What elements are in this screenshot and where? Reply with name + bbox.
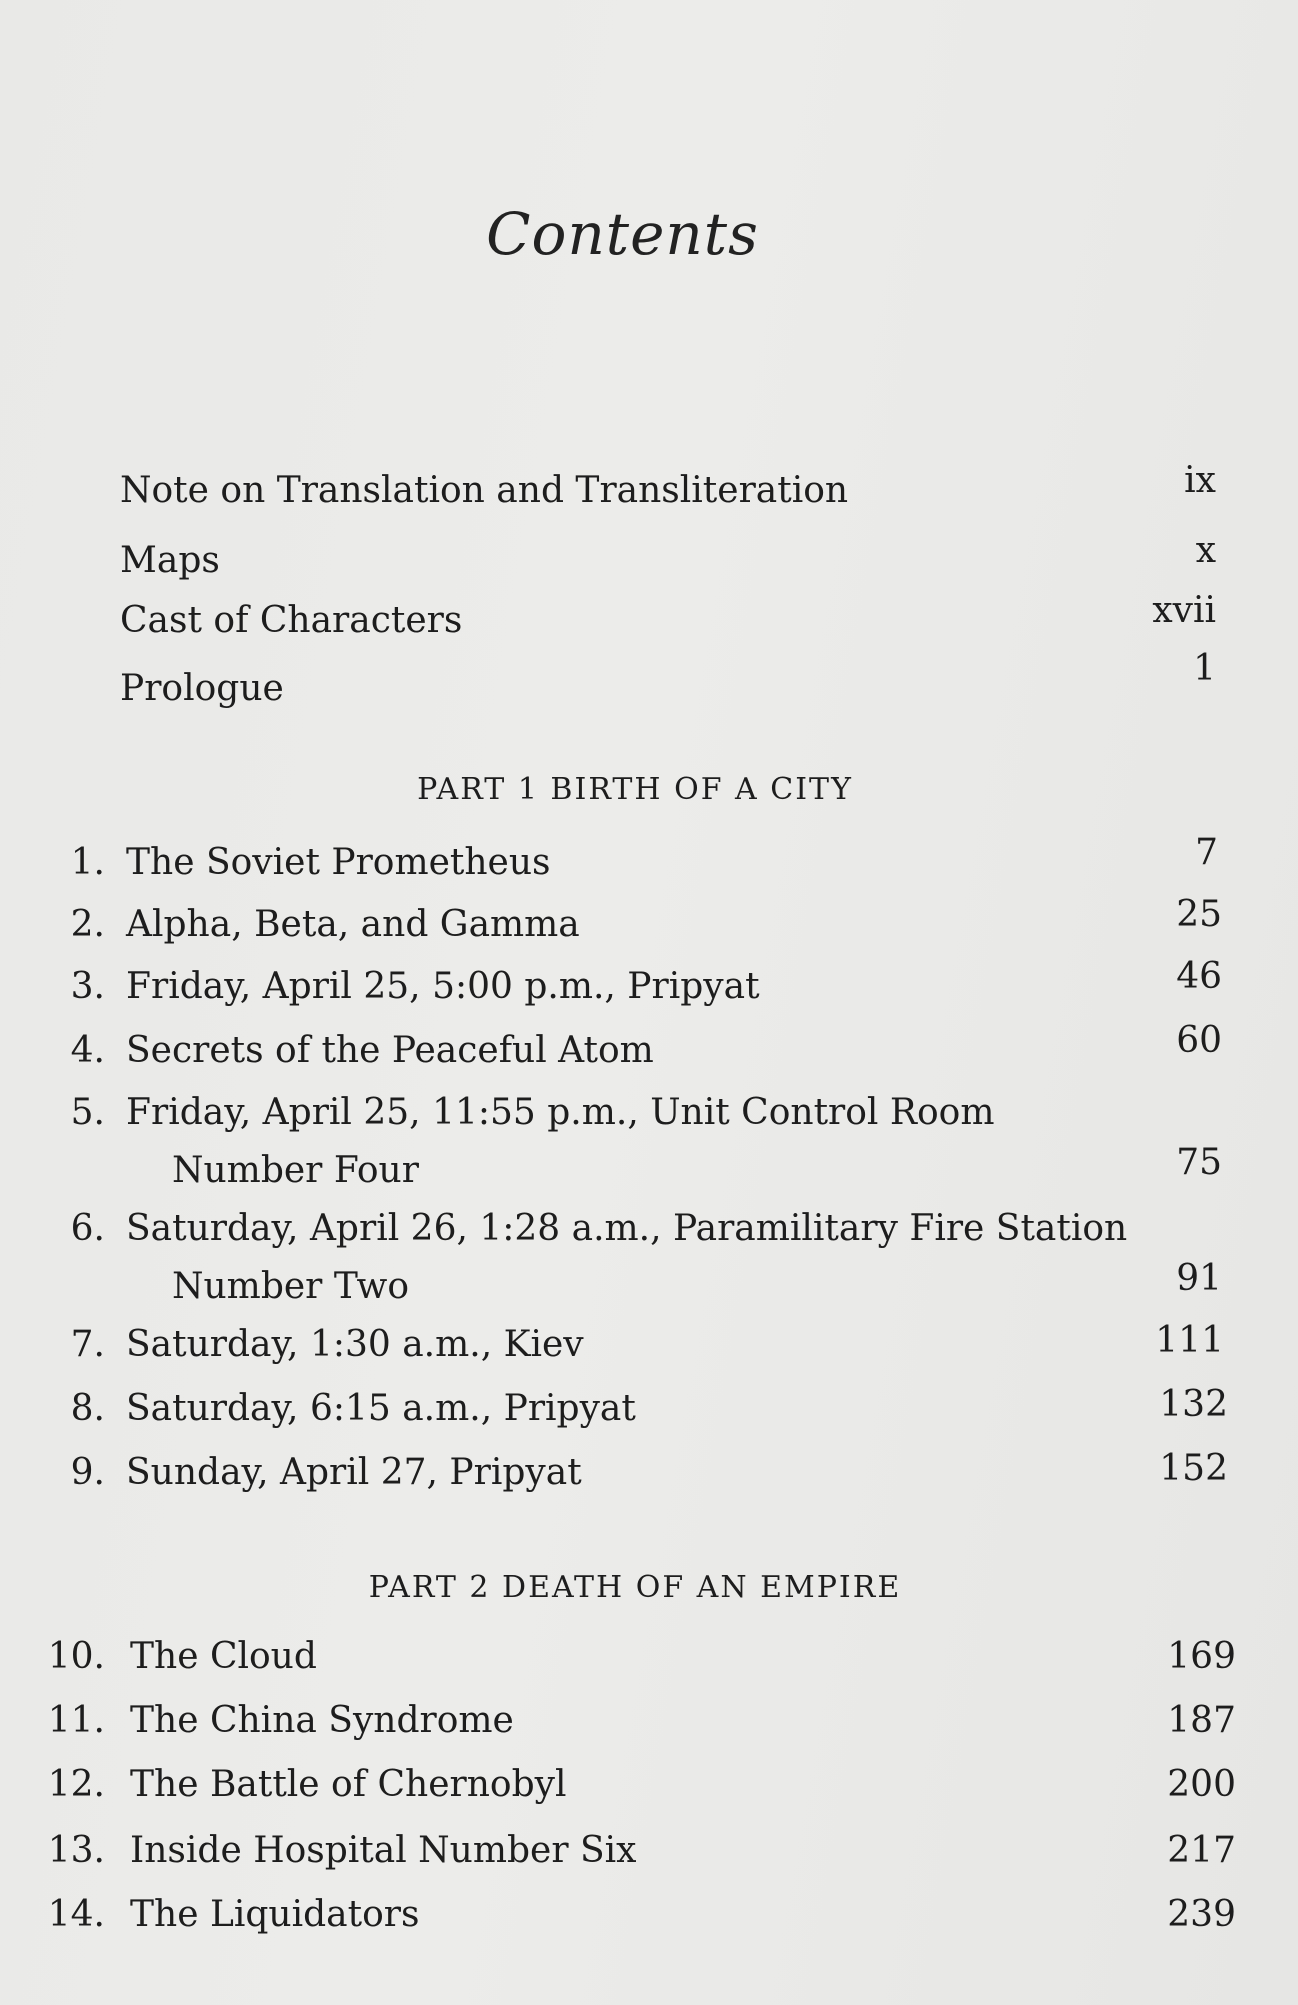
toc-entry: [0, 648, 1298, 714]
chapter-number: 9.: [70, 1452, 105, 1493]
chapter-title: The Soviet Prometheus: [126, 842, 551, 883]
toc-entry-page: 111: [1155, 1320, 1224, 1361]
toc-entry-page: 217: [1167, 1830, 1236, 1871]
toc-entry-page: 239: [1167, 1894, 1236, 1935]
toc-entry: [0, 1632, 1298, 1682]
toc-entry: [0, 1448, 1298, 1498]
toc-entry: [0, 1384, 1298, 1434]
toc-entry: [0, 1696, 1298, 1746]
toc-entry-page: 169: [1167, 1636, 1236, 1677]
chapter-number: 5.: [70, 1092, 105, 1133]
toc-entry-page: 60: [1176, 1020, 1222, 1061]
chapter-title: Inside Hospital Number Six: [130, 1830, 637, 1871]
toc-entry: [0, 1204, 1298, 1314]
chapter-number: 7.: [70, 1324, 105, 1365]
toc-entry-title: Note on Translation and Transliteration: [120, 470, 849, 511]
page-title: Contents: [486, 200, 759, 268]
toc-entry: [0, 1088, 1298, 1198]
chapter-number: 14.: [47, 1894, 105, 1935]
chapter-title: The Liquidators: [130, 1894, 420, 1935]
toc-entry: [0, 1020, 1298, 1076]
chapter-title: Friday, April 25, 11:55 p.m., Unit Control Room: [126, 1092, 995, 1133]
chapter-title: The Cloud: [130, 1636, 317, 1677]
chapter-title: Alpha, Beta, and Gamma: [126, 904, 580, 945]
chapter-title: Sunday, April 27, Pripyat: [126, 1452, 582, 1493]
chapter-title: The Battle of Chernobyl: [130, 1764, 567, 1805]
toc-entry: [0, 894, 1298, 950]
chapter-number: 12.: [47, 1764, 105, 1805]
chapter-title: Saturday, April 26, 1:28 a.m., Paramilitary Fire Station: [126, 1208, 1128, 1249]
toc-entry-page: xvii: [1152, 590, 1216, 631]
toc-entry: [0, 1760, 1298, 1810]
chapter-title: Secrets of the Peaceful Atom: [126, 1030, 654, 1071]
chapter-number: 2.: [70, 904, 105, 945]
toc-entry: [0, 1320, 1298, 1370]
part-heading: PART 1 BIRTH OF A CITY: [417, 772, 853, 807]
chapter-number: 1.: [70, 842, 105, 883]
chapter-title-continued: Number Two: [172, 1266, 410, 1307]
toc-entry-page: x: [1195, 530, 1216, 571]
toc-entry: [0, 530, 1298, 586]
toc-entry-page: 7: [1195, 832, 1218, 873]
toc-entry: [0, 1890, 1298, 1940]
chapter-title: Saturday, 1:30 a.m., Kiev: [126, 1324, 584, 1365]
toc-entry-page: ix: [1184, 460, 1216, 501]
chapter-title: Saturday, 6:15 a.m., Pripyat: [126, 1388, 636, 1429]
chapter-number: 10.: [47, 1636, 105, 1677]
toc-entry-title: Cast of Characters: [120, 600, 463, 641]
toc-entry-page: 1: [1193, 648, 1216, 689]
toc-entry-page: 200: [1167, 1764, 1236, 1805]
toc-entry: [0, 1826, 1298, 1876]
toc-entry-page: 46: [1176, 956, 1222, 997]
toc-entry-title: Maps: [120, 540, 220, 581]
chapter-title: The China Syndrome: [130, 1700, 514, 1741]
part-heading: PART 2 DEATH OF AN EMPIRE: [368, 1570, 902, 1605]
toc-entry: [0, 590, 1298, 646]
chapter-number: 13.: [47, 1830, 105, 1871]
toc-entry: [0, 832, 1298, 888]
toc-entry-page: 75: [1176, 1142, 1222, 1183]
toc-entry: [0, 460, 1298, 516]
toc-entry-page: 132: [1159, 1384, 1228, 1425]
toc-entry-page: 152: [1159, 1448, 1228, 1489]
toc-entry-title: Prologue: [120, 668, 284, 709]
toc-entry: [0, 956, 1298, 1012]
chapter-number: 6.: [70, 1208, 105, 1249]
chapter-number: 3.: [70, 966, 105, 1007]
toc-entry-page: 91: [1176, 1258, 1222, 1299]
toc-entry-page: 187: [1167, 1700, 1236, 1741]
chapter-title-continued: Number Four: [172, 1150, 419, 1191]
chapter-number: 4.: [70, 1030, 105, 1071]
toc-entry-page: 25: [1176, 894, 1222, 935]
chapter-number: 8.: [70, 1388, 105, 1429]
chapter-number: 11.: [47, 1700, 105, 1741]
chapter-title: Friday, April 25, 5:00 p.m., Pripyat: [126, 966, 760, 1007]
